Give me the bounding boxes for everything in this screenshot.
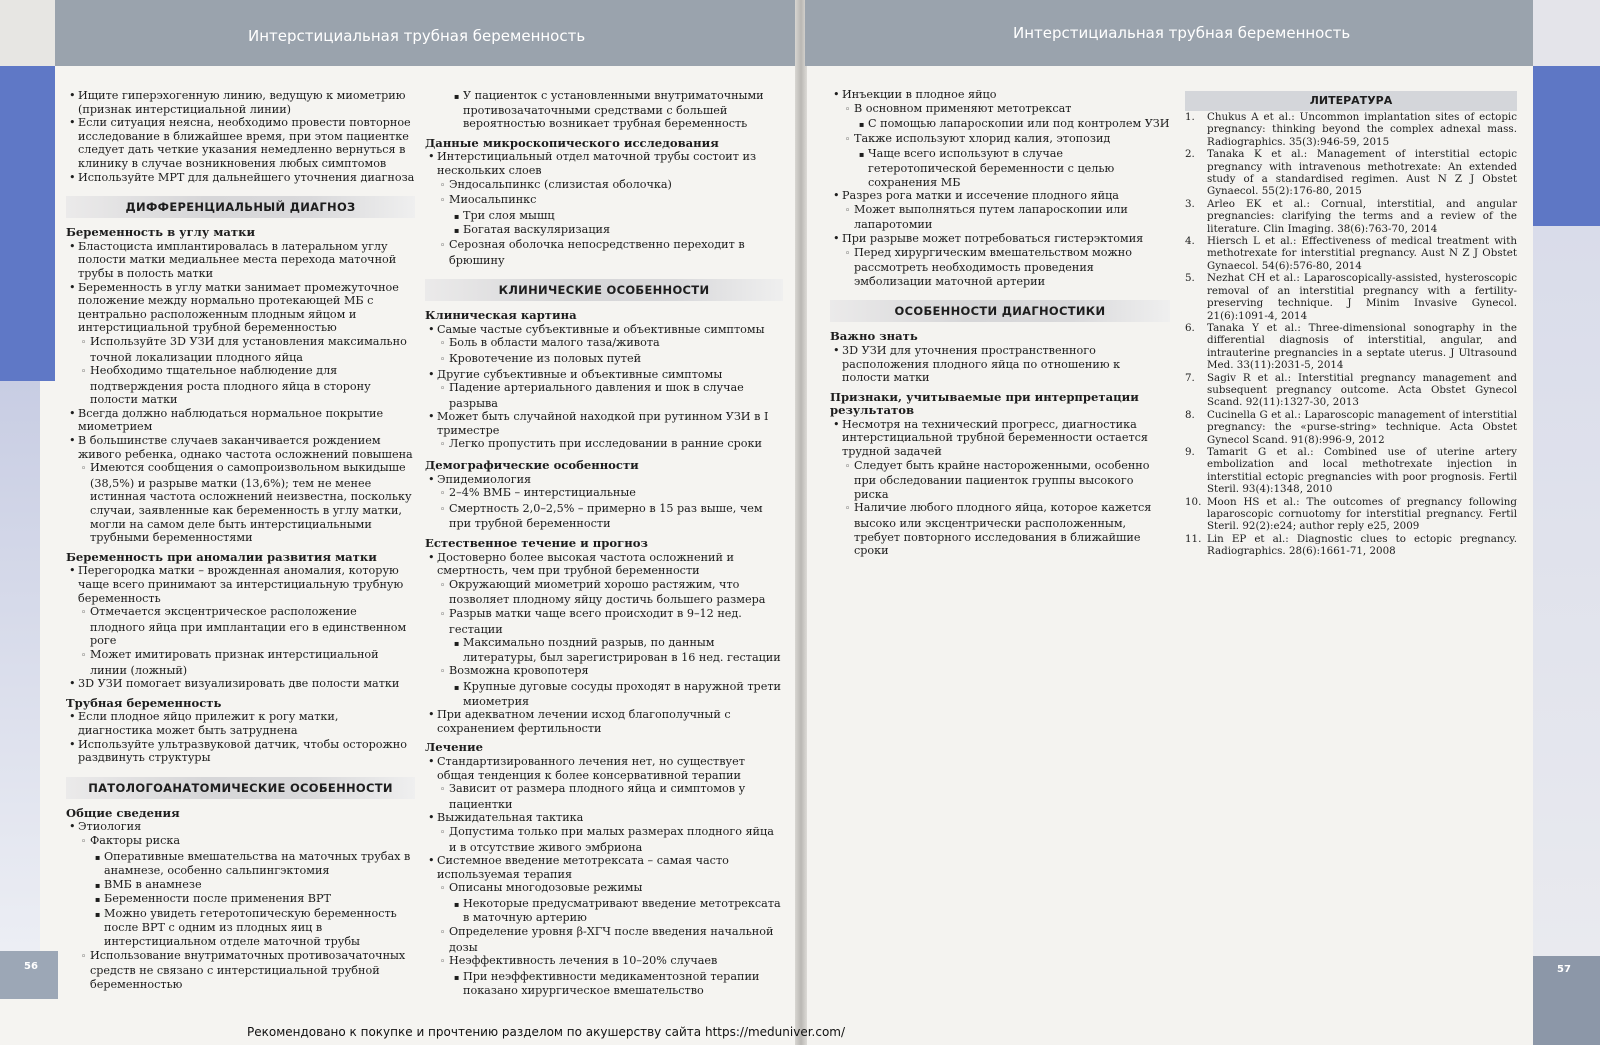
bullet-item: ◦ Боль в области малого таза/живота: [425, 336, 783, 352]
bullet-item: ◦ Перед хирургическим вмешательством можно рассмотреть необходимость проведения эмболизации маточной артерии: [830, 246, 1170, 289]
bullet-item: • Перегородка матки – врожденная аномалия, которую чаще всего принимают за интерстициальную трубную беременность: [66, 564, 415, 605]
right-blue-stripe: [1533, 66, 1600, 226]
literature-section: [1185, 91, 1517, 558]
subheading: Беременность в углу матки: [66, 225, 256, 240]
subheading: Общие сведения: [66, 805, 180, 820]
bullet-item: • Эпидемиология: [425, 473, 783, 487]
reference-text: Lin EP et al.: Diagnostic clues to ectopic pregnancy. Radiographics. 28(6):1661-71, 2008: [1207, 532, 1517, 558]
reference-item: [1185, 198, 1517, 235]
section-heading: ДИФФЕРЕНЦИАЛЬНЫЙ ДИАГНОЗ: [66, 196, 415, 218]
bullet-item: ▪ При неэффективности медикаментозной терапии показано хирургическое вмешательство: [425, 970, 783, 998]
bullet-item: ▪ Некоторые предусматривают введение метотрексата в маточную артерию: [425, 897, 783, 925]
reference-text: Cucinella G et al.: Laparoscopic management of interstitial pregnancy: the «purse-string» technique. Acta Obstet Gynecol Scand. 91(8):996-9, 2012: [1207, 408, 1517, 446]
bullet-item: ◦ Используйте 3D УЗИ для установления максимально точной локализации плодного яйца: [66, 335, 415, 364]
bullet-item: ◦ Неэффективность лечения в 10–20% случаев: [425, 954, 783, 970]
bullet-item: ▪ С помощью лапароскопии или под контролем УЗИ: [830, 117, 1170, 132]
reference-number: 1.: [1185, 111, 1195, 123]
bullet-item: • Достоверно более высокая частота осложнений и смертность, чем при трубной беременности: [425, 551, 783, 578]
bullet-item: ◦ Определение уровня β-ХГЧ после введения начальной дозы: [425, 925, 783, 954]
bullet-item: ◦ Легко пропустить при исследовании в ранние сроки: [425, 437, 783, 453]
reference-number: 4.: [1185, 235, 1195, 248]
right-page-number: 57: [1557, 964, 1571, 975]
subheading: Лечение: [425, 740, 483, 755]
bullet-item: • Бластоциста имплантировалась в латеральном углу полости матки медиальнее места перехода маточной трубы в полость матки: [66, 240, 415, 281]
reference-text: Chukus A et al.: Uncommon implantation sites of ectopic pregnancy: thinking beyond the complex adnexal mass. Radiographics. 35(3):946-59, 2015: [1207, 111, 1517, 148]
reference-text: Sagiv R et al.: Interstitial pregnancy management and subsequent pregnancy outcome. Acta Obstet Gynecol Scand. 92(11):1327-30, 2013: [1207, 371, 1517, 409]
bullet-item: ◦ Зависит от размера плодного яйца и симптомов у пациентки: [425, 782, 783, 811]
bullet-item: ▪ ВМБ в анамнезе: [66, 878, 415, 893]
bullet-item: ▪ Чаще всего используют в случае гетеротопической беременности с целью сохранения МБ: [830, 147, 1170, 189]
bullet-item: ◦ Использование внутриматочных противозачаточных средств не связано с интерстициальной трубной беременностью: [66, 949, 415, 992]
bullet-item: ◦ Также используют хлорид калия, этопозид: [830, 132, 1170, 148]
bullet-item: ◦ Окружающий миометрий хорошо растяжим, что позволяет плодному яйцу достичь большего размера: [425, 578, 783, 607]
reference-item: [1185, 111, 1517, 148]
bullet-item: • 3D УЗИ помогает визуализировать две полости матки: [66, 677, 415, 691]
bullet-item: ◦ Падение артериального давления и шок в случае разрыва: [425, 381, 783, 410]
subheading: Данные микроскопического исследования: [425, 135, 719, 150]
right-running-title: Интерстициальная трубная беременность: [1013, 24, 1351, 42]
bullet-item: ◦ Может выполняться путем лапароскопии или лапаротомии: [830, 203, 1170, 232]
reference-item: [1185, 533, 1517, 558]
subheading: Признаки, учитываемые при интерпретации результатов: [830, 389, 1139, 418]
reference-text: Tanaka Y et al.: Three-dimensional sonography in the differential diagnosis of interstitial, angular, and intrauterine pregnancies in a septate uterus. J Ultrasound Med. 33(11):2031-5, 2014: [1207, 321, 1517, 372]
subheading: Беременность при аномалии развития матки: [66, 549, 377, 564]
book-spine: [795, 0, 807, 1045]
bullet-item: ◦ 2–4% ВМБ – интерстициальные: [425, 486, 783, 502]
bullet-item: ◦ Факторы риска: [66, 834, 415, 850]
bullet-item: ▪ Беременности после применения ВРТ: [66, 892, 415, 907]
bullet-item: • 3D УЗИ для уточнения пространственного расположения плодного яйца по отношению к полости матки: [830, 344, 1170, 385]
reference-number: 3.: [1185, 197, 1195, 210]
subheading: Естественное течение и прогноз: [425, 536, 648, 551]
bullet-item: • Используйте ультразвуковой датчик, чтобы осторожно раздвинуть структуры: [66, 738, 415, 765]
reference-list: [1185, 111, 1517, 558]
reference-item: [1185, 148, 1517, 198]
reference-number: 7.: [1185, 371, 1195, 384]
subheading: Клиническая картина: [425, 308, 577, 323]
bullet-item: • Если плодное яйцо прилежит к рогу матки, диагностика может быть затруднена: [66, 710, 415, 737]
bullet-item: ▪ У пациенток с установленными внутриматочными противозачаточными средствами с большей вероятностью возникает трубная беременность: [425, 89, 783, 131]
section-heading: ПАТОЛОГОАНАТОМИЧЕСКИЕ ОСОБЕННОСТИ: [66, 777, 415, 799]
bullet-item: ◦ Следует быть крайне настороженными, особенно при обследовании пациенток группы высокого риска: [830, 459, 1170, 502]
bullet-item: ▪ Максимально поздний разрыв, по данным литературы, был зарегистрирован в 16 нед. гестации: [425, 636, 783, 664]
reference-item: [1185, 272, 1517, 322]
bullet-item: • Самые частые субъективные и объективные симптомы: [425, 323, 783, 337]
bullet-item: • Этиология: [66, 820, 415, 834]
reference-number: 5.: [1185, 272, 1195, 285]
left-page-number-box: [0, 951, 58, 999]
bullet-item: • Интерстициальный отдел маточной трубы состоит из нескольких слоев: [425, 150, 783, 177]
bullet-item: ◦ Миосальпинкс: [425, 193, 783, 209]
reference-item: [1185, 409, 1517, 446]
right-page-column-1: [830, 88, 1170, 558]
bullet-item: ◦ В основном применяют метотрексат: [830, 102, 1170, 118]
reference-number: 8.: [1185, 408, 1195, 421]
subheading: Важно знать: [830, 329, 918, 344]
reference-number: 2.: [1185, 148, 1195, 161]
right-light-stripe: [1533, 226, 1600, 956]
bullet-item: • Выжидательная тактика: [425, 811, 783, 825]
bullet-item: • В большинстве случаев заканчивается рождением живого ребенка, однако частота осложнений повышена: [66, 434, 415, 461]
bullet-item: • Ищите гиперэхогенную линию, ведущую к миометрию (признак интерстициальной линии): [66, 89, 415, 116]
reference-item: [1185, 372, 1517, 409]
bullet-item: • Стандартизированного лечения нет, но существует общая тенденция к более консервативной терапии: [425, 755, 783, 782]
reference-text: Tanaka K et al.: Management of interstitial ectopic pregnancy with intravenous methotrexate: An extended study of a standardised regimen. Aust N Z J Obstet Gynaecol. 55(2):176-80, 2015: [1207, 148, 1517, 198]
bullet-item: ◦ Допустима только при малых размерах плодного яйца и в отсутствие живого эмбриона: [425, 825, 783, 854]
section-heading: КЛИНИЧЕСКИЕ ОСОБЕННОСТИ: [425, 279, 783, 301]
bullet-item: ◦ Серозная оболочка непосредственно переходит в брюшину: [425, 238, 783, 267]
left-running-title: Интерстициальная трубная беременность: [248, 27, 586, 45]
section-heading: ОСОБЕННОСТИ ДИАГНОСТИКИ: [830, 300, 1170, 322]
bullet-item: ◦ Возможна кровопотеря: [425, 664, 783, 680]
bullet-item: ◦ Имеются сообщения о самопроизвольном выкидыше (38,5%) и разрыве матки (13,6%); тем не менее истинная частота осложнений неизвестна, поскольку случаи, заявленные как беременность в углу матки, могли на самом деле быть интерстициальными трубными беременностями: [66, 461, 415, 545]
reference-text: Hiersch L et al.: Effectiveness of medical treatment with methotrexate for interstitial pregnancy. Aust N Z J Obstet Gynaecol. 54(6):576-80, 2014: [1207, 235, 1517, 272]
bullet-item: ◦ Отмечается эксцентрическое расположение плодного яйца при имплантации его в единственном роге: [66, 605, 415, 648]
bullet-item: • Разрез рога матки и иссечение плодного яйца: [830, 189, 1170, 203]
bullet-item: • Беременность в углу матки занимает промежуточное положение между нормально протекающей МБ с центрально расположенным плодным яйцом и интерстициальной трубной беременностью: [66, 281, 415, 335]
left-page-column-2: [425, 89, 783, 998]
bullet-item: ▪ Оперативные вмешательства на маточных трубах в анамнезе, особенно сальпингэктомия: [66, 850, 415, 878]
bullet-item: ◦ Смертность 2,0–2,5% – примерно в 15 раз выше, чем при трубной беременности: [425, 502, 783, 531]
reference-item: [1185, 496, 1517, 533]
reference-item: [1185, 446, 1517, 496]
left-light-stripe: [0, 381, 40, 951]
reference-text: Tamarit G et al.: Combined use of uterine artery embolization and local methotrexate injection in interstitial ectopic pregnancies with poor prognosis. Fertil Steril. 93(4):1348, 2010: [1207, 445, 1517, 496]
bullet-item: ◦ Описаны многодозовые режимы: [425, 881, 783, 897]
bullet-item: ◦ Необходимо тщательное наблюдение для подтверждения роста плодного яйца в сторону полости матки: [66, 364, 415, 407]
left-corner-decoration: [0, 0, 55, 66]
bullet-item: • Другие субъективные и объективные симптомы: [425, 368, 783, 382]
reference-text: Moon HS et al.: The outcomes of pregnancy following laparoscopic cornuotomy for interstitial pregnancy. Fertil Steril. 92(2):e24; author reply e25, 2009: [1207, 495, 1517, 533]
reference-number: 6.: [1185, 321, 1195, 334]
literature-heading: ЛИТЕРАТУРА: [1185, 91, 1517, 111]
bullet-item: ◦ Наличие любого плодного яйца, которое кажется высоко или эксцентрически расположенным, требует повторного исследования в ближайшие сроки: [830, 501, 1170, 557]
bullet-item: • Системное введение метотрексата – самая часто используемая терапия: [425, 854, 783, 881]
bullet-item: • Используйте МРТ для дальнейшего уточнения диагноза: [66, 171, 415, 185]
left-header-band: [55, 0, 795, 66]
left-page-number: 56: [24, 961, 38, 972]
reference-number: 10.: [1185, 495, 1202, 508]
bullet-item: ▪ Богатая васкуляризация: [425, 223, 783, 238]
reference-text: Nezhat CH et al.: Laparoscopically-assisted, hysteroscopic removal of an interstitial pregnancy with a fertility-preserving technique. J Minim Invasive Gynecol. 21(6):1091-4, 2014: [1207, 272, 1517, 322]
subheading: Трубная беременность: [66, 695, 222, 710]
bullet-item: ▪ Три слоя мышц: [425, 209, 783, 224]
bullet-item: ▪ Крупные дуговые сосуды проходят в наружной трети миометрия: [425, 680, 783, 708]
right-header-band: [805, 0, 1533, 66]
bullet-item: • При адекватном лечении исход благополучный с сохранением фертильности: [425, 708, 783, 735]
bullet-item: • Несмотря на технический прогресс, диагностика интерстициальной трубной беременности остается трудной задачей: [830, 418, 1170, 459]
bullet-item: ◦ Может имитировать признак интерстициальной линии (ложный): [66, 648, 415, 677]
reference-number: 11.: [1185, 532, 1202, 545]
footer-note: Рекомендовано к покупке и прочтению разделом по акушерству сайта https://meduniver.com/: [247, 1025, 846, 1039]
bullet-item: • Инъекции в плодное яйцо: [830, 88, 1170, 102]
reference-item: [1185, 322, 1517, 372]
bullet-item: • Всегда должно наблюдаться нормальное покрытие миометрием: [66, 407, 415, 434]
reference-number: 9.: [1185, 445, 1195, 458]
subheading: Демографические особенности: [425, 458, 639, 473]
bullet-item: • При разрыве может потребоваться гистерэктомия: [830, 232, 1170, 246]
reference-item: [1185, 235, 1517, 272]
reference-text: Arleo EK et al.: Cornual, interstitial, and angular pregnancies: clarifying the terms and a review of the literature. Clin Imaging. 38(6):763-70, 2014: [1207, 197, 1517, 235]
bullet-item: • Если ситуация неясна, необходимо провести повторное исследование в ближайшее время, при этом пациентке следует дать четкие указания немедленно вернуться в клинику в случае возникновения любых симптомов: [66, 116, 415, 170]
bullet-item: ◦ Разрыв матки чаще всего происходит в 9–12 нед. гестации: [425, 607, 783, 636]
bullet-item: • Может быть случайной находкой при рутинном УЗИ в I триместре: [425, 410, 783, 437]
bullet-item: ▪ Можно увидеть гетеротопическую беременность после ВРТ с одним из плодных яиц в интерстициальном отделе маточной трубы: [66, 907, 415, 949]
left-page-column-1: [66, 89, 415, 991]
bullet-item: ◦ Эндосальпинкс (слизистая оболочка): [425, 178, 783, 194]
left-blue-stripe: [0, 66, 55, 381]
bullet-item: ◦ Кровотечение из половых путей: [425, 352, 783, 368]
